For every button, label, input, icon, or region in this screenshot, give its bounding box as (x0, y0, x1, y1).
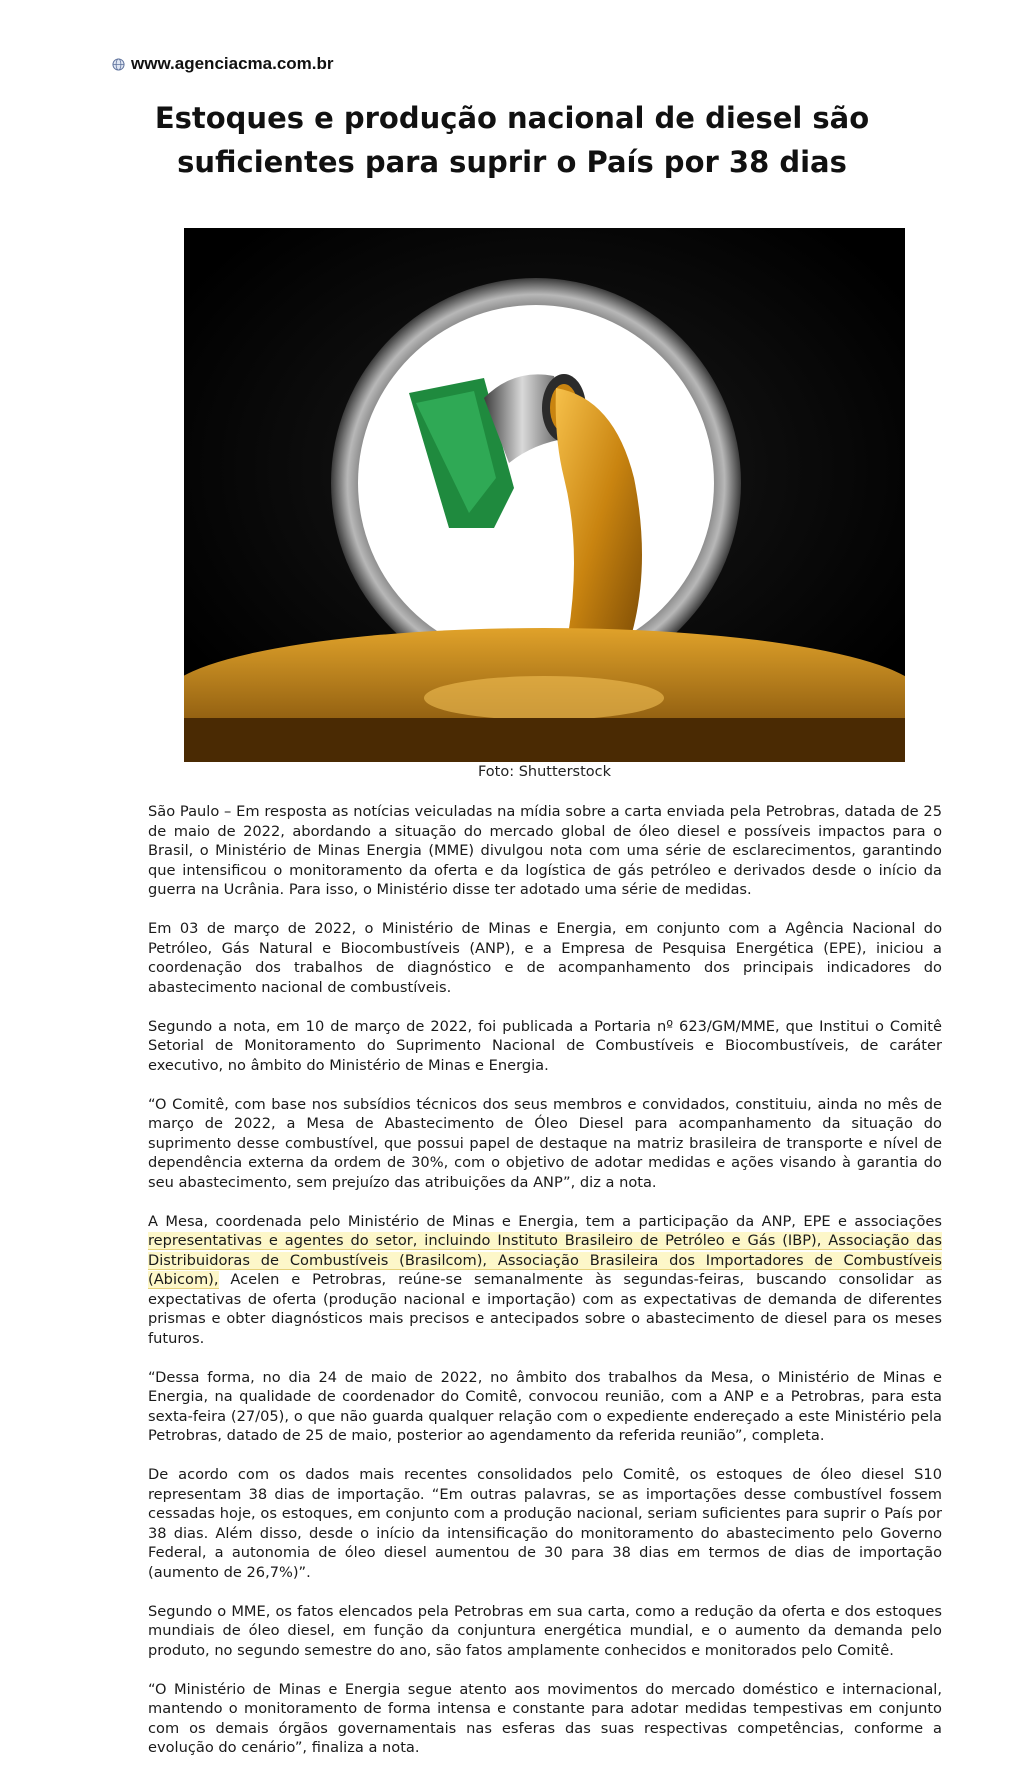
fuel-nozzle-illustration (184, 228, 905, 762)
article-body (148, 802, 942, 1777)
globe-icon (112, 58, 125, 71)
highlighted-text: representativas e agentes do setor, incluindo Instituto Brasileiro de Petróleo e Gás (IBP), Associação das Distribuidoras de Combustíveis (Brasilcom), Associação Brasileira dos Importadores de Combustíveis (Abicom), (148, 1232, 942, 1288)
source-url[interactable]: www.agenciacma.com.br (131, 54, 334, 73)
paragraph-text: Acelen e Petrobras, reúne-se semanalmente às segundas-feiras, buscando consolidar as expectativas de oferta (produção nacional e importação) com as expectativas de demanda de diferentes prismas e obter diagnósticos mais precisos e antecipados sobre o abastecimento de diesel para os meses futuros. (148, 1271, 942, 1347)
paragraph: Em 03 de março de 2022, o Ministério de Minas e Energia, em conjunto com a Agência Nacional do Petróleo, Gás Natural e Biocombustíveis (ANP), e a Empresa de Pesquisa Energética (EPE), iniciou a coordenação dos trabalhos de diagnóstico e de acompanhamento dos principais indicadores do abastecimento nacional de combustíveis. (148, 920, 942, 996)
paragraph: São Paulo – Em resposta as notícias veiculadas na mídia sobre a carta enviada pela Petrobras, datada de 25 de maio de 2022, abordando a situação do mercado global de óleo diesel e possíveis impactos para o Brasil, o Ministério de Minas Energia (MME) divulgou nota com uma série de esclarecimentos, garantindo que intensificou o monitoramento da oferta e da logística de gás petróleo e derivados desde o início da guerra na Ucrânia. Para isso, o Ministério disse ter adotado uma série de medidas. (148, 803, 942, 898)
paragraph: Segundo a nota, em 10 de março de 2022, foi publicada a Portaria nº 623/GM/MME, que Institui o Comitê Setorial de Monitoramento do Suprimento Nacional de Combustíveis e Biocombustíveis, de caráter executivo, no âmbito do Ministério de Minas e Energia. (148, 1017, 942, 1074)
paragraph-text: A Mesa, coordenada pelo Ministério de Minas e Energia, tem a participação da ANP, EPE e associações (148, 1212, 942, 1230)
paragraph-mesa (148, 1212, 942, 1349)
source-header (112, 54, 334, 74)
paragraph: “O Ministério de Minas e Energia segue atento aos movimentos do mercado doméstico e internacional, mantendo o monitoramento de forma intensa e constante para adotar medidas tempestivas em conjunto com os demais órgãos governamentais nas esferas das suas respectivas competências, conforme a evolução do cenário”, finaliza a nota. (148, 1680, 942, 1756)
article-photo (184, 228, 905, 762)
paragraph: “Dessa forma, no dia 24 de maio de 2022, no âmbito dos trabalhos da Mesa, o Ministério de Minas e Energia, na qualidade de coordenador do Comitê, convocou reunião, com a ANP e a Petrobras, para esta sexta-feira (27/05), o que não guarda qualquer relação com o expediente endereçado a este Ministério pela Petrobras, datado de 25 de maio, posterior ao agendamento da referida reunião”, completa. (148, 1368, 942, 1444)
article-title: Estoques e produção nacional de diesel são suficientes para suprir o País por 38 dias (154, 101, 870, 179)
paragraph: “O Comitê, com base nos subsídios técnicos dos seus membros e convidados, constituiu, ainda no mês de março de 2022, a Mesa de Abastecimento de Óleo Diesel para acompanhamento da situação do suprimento desse combustível, que possui papel de destaque na matriz brasileira de transporte e nível de dependência externa da ordem de 30%, com o objetivo de adotar medidas e ações visando à garantia do seu abastecimento, sem prejuízo das atribuições da ANP”, diz a nota. (148, 1095, 942, 1191)
photo-caption: Foto: Shutterstock (477, 764, 612, 780)
paragraph: De acordo com os dados mais recentes consolidados pelo Comitê, os estoques de óleo diesel S10 representam 38 dias de importação. “Em outras palavras, se as importações desse combustível fossem cessadas hoje, os estoques, em conjunto com a produção nacional, seriam suficientes para suprir o País por 38 dias. Além disso, desde o início da intensificação do monitoramento do abastecimento pelo Governo Federal, a autonomia de óleo diesel aumentou de 30 para 38 dias em termos de dias de importação (aumento de 26,7%)”. (148, 1466, 942, 1581)
paragraph: Segundo o MME, os fatos elencados pela Petrobras em sua carta, como a redução da oferta e dos estoques mundiais de óleo diesel, em função da conjuntura energética mundial, e o aumento da demanda pelo produto, no segundo semestre do ano, são fatos amplamente conhecidos e monitorados pelo Comitê. (148, 1602, 942, 1659)
